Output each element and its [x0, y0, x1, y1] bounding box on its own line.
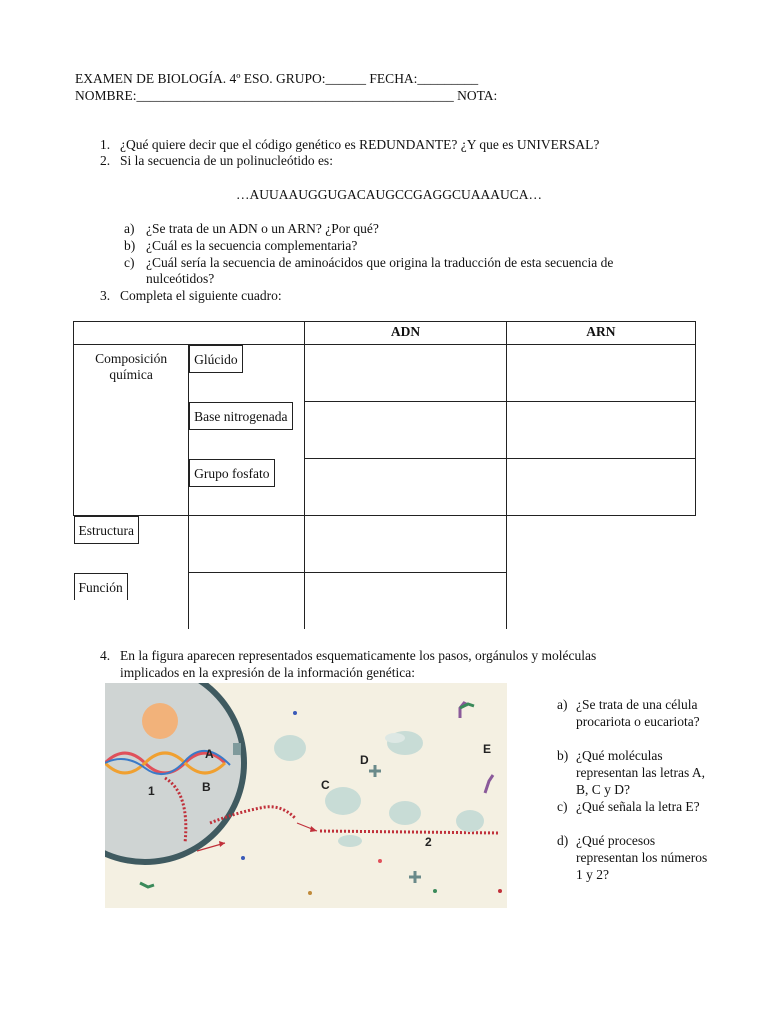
table-row — [74, 573, 696, 629]
question-number: 2. — [100, 153, 111, 168]
answer-cell[interactable] — [305, 345, 506, 402]
answer-cell[interactable] — [305, 459, 506, 516]
sub-number: c) — [557, 799, 568, 814]
amino-acid-dot — [498, 889, 502, 893]
table-row — [74, 516, 696, 573]
answer-cell[interactable] — [189, 516, 305, 573]
sub-text: ¿Cuál es la secuencia complementaria? — [146, 238, 358, 253]
protein-chain — [140, 883, 154, 887]
sub-text: ¿Qué señala la letra E? — [576, 799, 700, 814]
answer-cell[interactable] — [506, 459, 695, 516]
sub-text: ¿Se trata de una célula procariota o eucariota? — [576, 697, 700, 729]
question-text: En la figura aparecen representados esquematicamente los pasos, orgánulos y moléculas — [120, 648, 597, 663]
label-b: B — [202, 780, 211, 794]
column-header-adn: ADN — [305, 322, 506, 345]
answer-cell[interactable] — [305, 402, 506, 459]
amino-acid-dot — [241, 856, 245, 860]
estructura-label: Estructura — [74, 516, 139, 544]
composicion-cell — [74, 345, 189, 516]
amino-acid-dot — [308, 891, 312, 895]
trna — [409, 871, 421, 883]
sub-text: ¿Cuál sería la secuencia de aminoácidos que origina la traducción de esta secuencia de — [146, 255, 614, 270]
answer-cell[interactable] — [506, 345, 695, 402]
ribosome — [389, 801, 421, 825]
gene-expression-figure — [105, 683, 507, 908]
label-c: C — [321, 778, 330, 792]
sub-number: a) — [557, 697, 568, 712]
column-header-arn: ARN — [506, 322, 695, 345]
answer-cell[interactable] — [506, 402, 695, 459]
label-a: A — [205, 747, 214, 761]
fosfato-label: Grupo fosfato — [189, 459, 274, 487]
comparison-table — [73, 321, 696, 629]
sub-text: ¿Se trata de un ADN o un ARN? ¿Por qué? — [146, 221, 379, 236]
composicion-label-2: química — [109, 367, 153, 382]
answer-cell[interactable] — [305, 516, 506, 573]
label-e: E — [483, 742, 492, 756]
label-d: D — [360, 753, 369, 767]
gene-expression-illustration — [105, 683, 507, 908]
exam-title-line: EXAMEN DE BIOLOGÍA. 4º ESO. GRUPO:______ FECHA:_________ — [75, 71, 479, 86]
name-line: NOMBRE:_______________________________________________ NOTA: — [75, 88, 498, 103]
question-number: 4. — [100, 648, 111, 663]
header-empty-cell — [74, 322, 305, 345]
question-text: Completa el siguiente cuadro: — [120, 288, 282, 303]
arrow-head-2 — [310, 826, 317, 832]
composicion-label: Composición — [95, 351, 168, 366]
label-1: 1 — [148, 784, 155, 798]
answer-cell[interactable] — [189, 573, 305, 629]
ribosome-subunit — [385, 733, 405, 743]
base-label: Base nitrogenada — [189, 402, 292, 430]
sub-number: d) — [557, 833, 569, 848]
question-number: 3. — [100, 288, 111, 303]
ribosome-c — [325, 787, 361, 815]
glucido-label: Glúcido — [189, 345, 243, 373]
answer-cell[interactable] — [305, 573, 506, 629]
sub-number: b) — [124, 238, 136, 253]
amino-acid-dot — [293, 711, 297, 715]
sub-text: ¿Qué moléculas representan las letras A, B, C y D? — [576, 748, 705, 797]
question-text: ¿Qué quiere decir que el código genético es REDUNDANTE? ¿Y que es UNIVERSAL? — [120, 137, 600, 152]
amino-acid-dot — [433, 889, 437, 893]
question-4-continuation: implicados en la expresión de la información genética: — [120, 665, 416, 680]
nucleolus — [142, 703, 178, 739]
table-header-row — [74, 322, 696, 345]
question-text: Si la secuencia de un polinucleótido es: — [120, 153, 333, 168]
sub-text: ¿Qué procesos representan los números 1 y 2? — [576, 833, 708, 882]
protein-chain — [485, 775, 493, 793]
question-number: 1. — [100, 137, 111, 152]
nucleotide-sequence: …AUUAAUGGUGACAUGCCGAGGCUAAAUCA… — [236, 187, 543, 202]
nuclear-pore — [233, 743, 241, 755]
label-2: 2 — [425, 835, 432, 849]
ribosome-subunit — [338, 835, 362, 847]
question-2c-continuation: nulceótidos? — [146, 271, 215, 286]
funcion-label: Función — [74, 573, 128, 600]
amino-acid-dot — [378, 859, 382, 863]
sub-number: b) — [557, 748, 569, 763]
table-row — [74, 345, 696, 402]
trna-d — [369, 765, 381, 777]
ribosome — [456, 810, 484, 832]
sub-number: a) — [124, 221, 135, 236]
ribosome — [274, 735, 306, 761]
arrow-head-1 — [219, 841, 225, 847]
sub-number: c) — [124, 255, 135, 270]
